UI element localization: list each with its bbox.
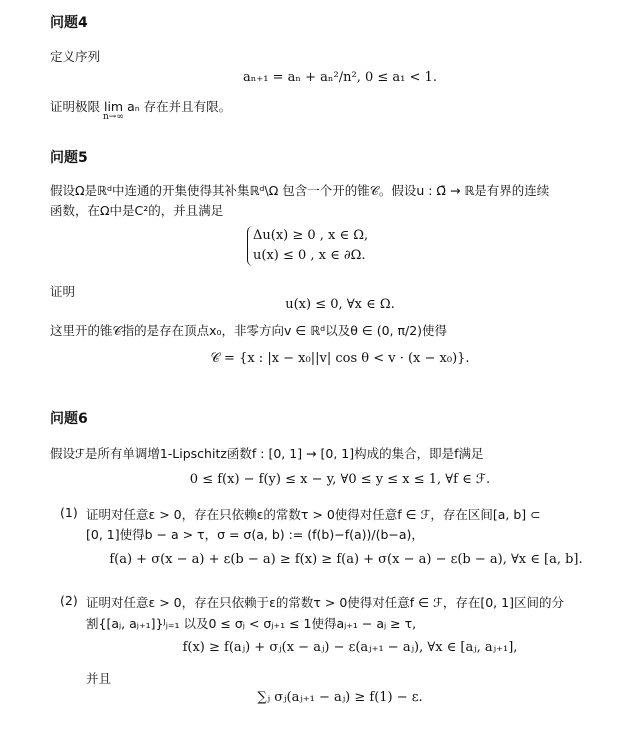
problem5-para-line2: 函数，在Ω中是C²的，并且满足 [50, 203, 224, 218]
problem6-part2-line1: 证明对任意ε > 0，存在只依赖于ε的常数τ > 0使得对任意f ∈ ℱ，存在[0, 1]区间的分 [86, 595, 564, 610]
problem6-part2-label: (2) [60, 593, 78, 608]
problem6-and: 并且 [86, 671, 112, 686]
problem4-intro: 定义序列 [50, 49, 101, 64]
problem6-lipschitz-formula: 0 ≤ f(x) − f(y) ≤ x − y, ∀0 ≤ y ≤ x ≤ 1, ∀f ∈ ℱ. [189, 472, 491, 487]
problem5-cone-formula: 𝒞 = {x : |x − x₀||v| cos θ < v · (x − x₀)}. [210, 351, 470, 366]
problem6-part1-line2: [0, 1]使得b − a > τ，σ = σ(a, b) := (f(b)−f(a))/(b−a)， [86, 527, 424, 542]
problem5-para-line1: 假设Ω是ℝᵈ中连通的开集使得其补集ℝᵈ\Ω 包含一个开的锥𝒞。假设u : Ω̄ → ℝ是有界的连续 [50, 183, 550, 198]
problem6-sum-formula: ∑ⱼ σⱼ(aⱼ₊₁ − aⱼ) ≥ f(1) − ε. [257, 690, 423, 705]
problem4-task: 证明极限 lim aₙ 存在并且有限。 [50, 99, 232, 114]
problem6-heading: 问题6 [50, 411, 88, 427]
problem5-heading: 问题5 [50, 150, 88, 166]
problem5-system-line1: Δu(x) ≥ 0 , x ∈ Ω, [253, 228, 369, 243]
problem5-prove: 证明 [50, 284, 76, 299]
problem4-heading: 问题4 [50, 15, 88, 31]
problem5-cone-definition: 这里开的锥𝒞指的是存在顶点x₀，非零方向v ∈ ℝᵈ以及θ ∈ (0, π/2)使得 [50, 323, 448, 338]
problem6-part2-line2: 割{[aⱼ, aⱼ₊₁]}ᴶⱼ₌₁ 以及0 ≤ σⱼ < σⱼ₊₁ ≤ 1使得aⱼ₊₁ − aⱼ ≥ τ, [86, 616, 417, 631]
problem4-limit-subscript: n→∞ [103, 112, 124, 122]
problem6-part1-label: (1) [60, 505, 78, 520]
problem5-result: u(x) ≤ 0, ∀x ∈ Ω. [285, 297, 395, 312]
problem6-intro: 假设ℱ是所有单调增1-Lipschitz函数f : [0, 1] → [0, 1]构成的集合，即是f满足 [50, 446, 484, 461]
problem5-system-line2: u(x) ≤ 0 , x ∈ ∂Ω. [253, 248, 366, 263]
problem6-part2-formula: f(x) ≥ f(aⱼ) + σⱼ(x − aⱼ) − ε(aⱼ₊₁ − aⱼ), ∀x ∈ [aⱼ, aⱼ₊₁], [182, 640, 518, 655]
problem6-part1-line1: 证明对任意ε > 0，存在只依赖ε的常数τ > 0使得对任意f ∈ ℱ，存在区间[a, b] ⊂ [86, 507, 541, 522]
problem5-system [247, 226, 368, 266]
problem6-part1-formula: f(a) + σ(x − a) + ε(b − a) ≥ f(x) ≥ f(a) + σ(x − a) − ε(b − a), ∀x ∈ [a, b]. [109, 552, 583, 567]
problem4-formula: aₙ₊₁ = aₙ + aₙ²/n², 0 ≤ a₁ < 1. [243, 70, 437, 85]
